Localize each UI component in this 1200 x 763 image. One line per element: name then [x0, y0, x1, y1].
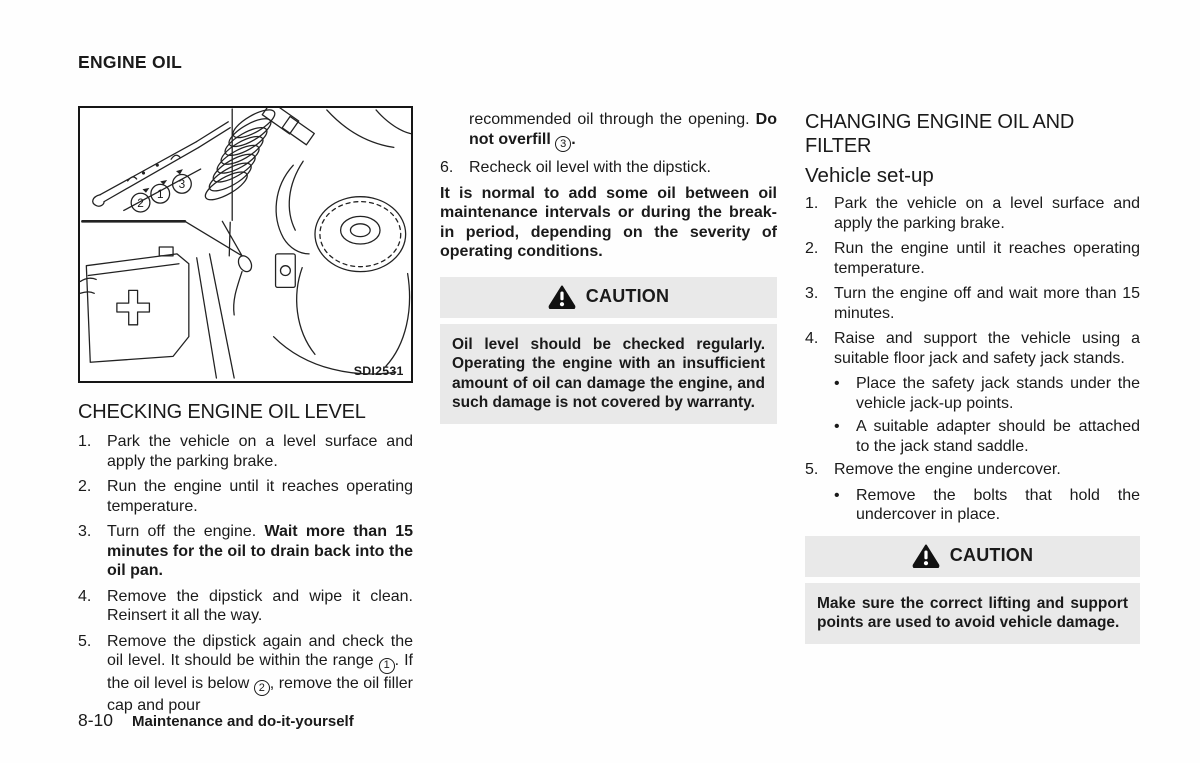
- step-number: 3.: [805, 285, 819, 302]
- right-column: [805, 110, 1140, 644]
- step-number: 4.: [78, 587, 92, 605]
- step-item: [78, 477, 413, 516]
- callout-3-digit: 3: [178, 177, 186, 192]
- step-text: [834, 284, 1140, 323]
- battery-drawing: [86, 247, 188, 362]
- bullet-item: [834, 486, 1140, 525]
- caution-box-oil-level: [440, 277, 777, 424]
- step-text: [834, 329, 1140, 368]
- bullet-text: [856, 374, 1140, 413]
- bullet-icon: •: [834, 486, 840, 504]
- text-segment: Wait more than 15 minutes for the oil to drain back into the oil pan.: [107, 523, 413, 579]
- arrow-icon: [143, 188, 150, 193]
- middle-column: [440, 110, 777, 424]
- text-segment: Run the engine until it reaches operating temperature.: [107, 478, 413, 515]
- callout-2: [131, 193, 150, 212]
- step-item: [805, 284, 1140, 323]
- callout-1-digit: 1: [156, 186, 164, 201]
- bullet-icon: •: [834, 375, 840, 392]
- step-text: [107, 522, 413, 581]
- left-column: [78, 52, 413, 722]
- section-title-checking: CHECKING ENGINE OIL LEVEL: [78, 401, 366, 423]
- section-title-changing: CHANGING ENGINE OIL AND FILTER: [805, 111, 1075, 157]
- step-item: [78, 522, 413, 581]
- text-segment: Remove the dipstick again and check the oil level. It should be within the range: [107, 632, 413, 669]
- callout-pointer: [185, 221, 242, 255]
- step-text: [834, 239, 1140, 278]
- text-segment: Remove the engine undercover.: [834, 461, 1061, 478]
- text-segment: Park the vehicle on a level surface and apply the parking brake.: [107, 433, 413, 470]
- step-number: 5.: [805, 461, 819, 478]
- circled-number: 2: [254, 680, 270, 696]
- text-segment: . If the oil level is below: [107, 652, 414, 692]
- text-segment: , remove the oil filler cap and pour: [107, 674, 413, 714]
- step-item: [805, 460, 1140, 480]
- recheck-step-list: [440, 158, 777, 178]
- step-item: [805, 194, 1140, 233]
- caution-title: CAUTION: [949, 545, 1034, 566]
- step-number: 1.: [78, 433, 92, 450]
- caution-box-lifting: [805, 536, 1140, 644]
- step-number: 4.: [805, 330, 819, 347]
- caution-body-text: Make sure the correct lifting and support points are used to avoid vehicle damage.: [805, 583, 1140, 644]
- text-segment: Turn off the engine.: [107, 523, 265, 540]
- bullet-item: [834, 417, 1140, 456]
- step-number: 6.: [440, 159, 454, 176]
- corrugated-hose: [202, 108, 315, 205]
- step-item: [805, 329, 1140, 368]
- step-text: [834, 194, 1140, 233]
- text-segment: Park the vehicle on a level surface and apply the parking brake.: [834, 195, 1140, 232]
- bullet-icon: •: [834, 418, 840, 435]
- callout-2-digit: 2: [137, 195, 144, 210]
- engine-bay-dipstick-illustration: [80, 108, 411, 381]
- step-item: [440, 158, 777, 178]
- chapter-title: Maintenance and do-it-yourself: [132, 713, 354, 730]
- circled-number: 1: [379, 658, 395, 674]
- checking-steps-list: [78, 432, 413, 716]
- step-number: 3.: [78, 523, 92, 540]
- arrow-icon: [176, 169, 183, 174]
- page-footer: [78, 710, 354, 731]
- step-text: [834, 460, 1140, 480]
- figure-label: SDI2531: [353, 364, 404, 379]
- dipstick-handle: [234, 254, 255, 315]
- text-segment: A suitable adapter should be attached to the jack stand saddle.: [856, 418, 1140, 455]
- step-text: [107, 587, 413, 626]
- text-segment: Run the engine until it reaches operating temperature.: [834, 240, 1140, 277]
- step-text: [107, 632, 413, 716]
- text-segment: recommended oil through the opening.: [469, 111, 756, 128]
- step-item: [78, 432, 413, 471]
- step-number: 2.: [805, 240, 819, 257]
- step-text: [107, 432, 413, 471]
- step-item: [78, 587, 413, 626]
- changing-steps-list: [805, 194, 1140, 525]
- text-segment: Raise and support the vehicle using a suitable floor jack and safety jack stands.: [834, 330, 1140, 367]
- caution-title: CAUTION: [585, 286, 670, 307]
- warning-triangle-icon: [912, 544, 940, 568]
- page-title: ENGINE OIL: [78, 52, 183, 72]
- bullet-text: [856, 417, 1140, 456]
- page-number: 8-10: [78, 710, 114, 730]
- step-number: 5.: [78, 632, 92, 650]
- caution-body-text: Oil level should be checked regularly. Operating the engine with an insufficient amount of oil can damage the engine, and such damage is not covered by warranty.: [440, 324, 777, 424]
- text-segment: Place the safety jack stands under the vehicle jack-up points.: [856, 375, 1140, 412]
- bullet-item: [834, 374, 1140, 413]
- step-text: [469, 158, 777, 178]
- oil-filler-cap: [315, 197, 406, 272]
- bullet-text: [856, 486, 1140, 525]
- caution-header: [805, 536, 1140, 577]
- text-segment: Turn the engine off and wait more than 15 minutes.: [834, 285, 1140, 322]
- step-item: [78, 632, 413, 716]
- text-segment: Recheck oil level with the dipstick.: [469, 159, 711, 176]
- step-number: 1.: [805, 195, 819, 212]
- text-segment: Remove the dipstick and wipe it clean. Reinsert it all the way.: [107, 587, 413, 624]
- step-text: [107, 477, 413, 516]
- warning-triangle-icon: [548, 285, 576, 309]
- caution-header: [440, 277, 777, 318]
- step-number: 2.: [78, 478, 92, 495]
- text-segment: Remove the bolts that hold the undercover in place.: [856, 486, 1140, 523]
- circled-number: 3: [555, 136, 571, 152]
- text-segment: Do not overfill: [469, 111, 777, 148]
- subsection-title-vehicle-setup: Vehicle set-up: [805, 164, 934, 187]
- normal-oil-note: It is normal to add some oil between oil maintenance intervals or during the break-in period, depending on the severity of operating conditions.: [440, 184, 777, 260]
- text-segment: .: [571, 130, 576, 148]
- callout-3: [173, 175, 192, 194]
- battery-plus-icon: [117, 290, 150, 324]
- step5-continuation-paragraph: [469, 110, 777, 152]
- engine-figure: [78, 106, 413, 383]
- step-item: [805, 239, 1140, 278]
- harness-and-bracket: [276, 161, 310, 287]
